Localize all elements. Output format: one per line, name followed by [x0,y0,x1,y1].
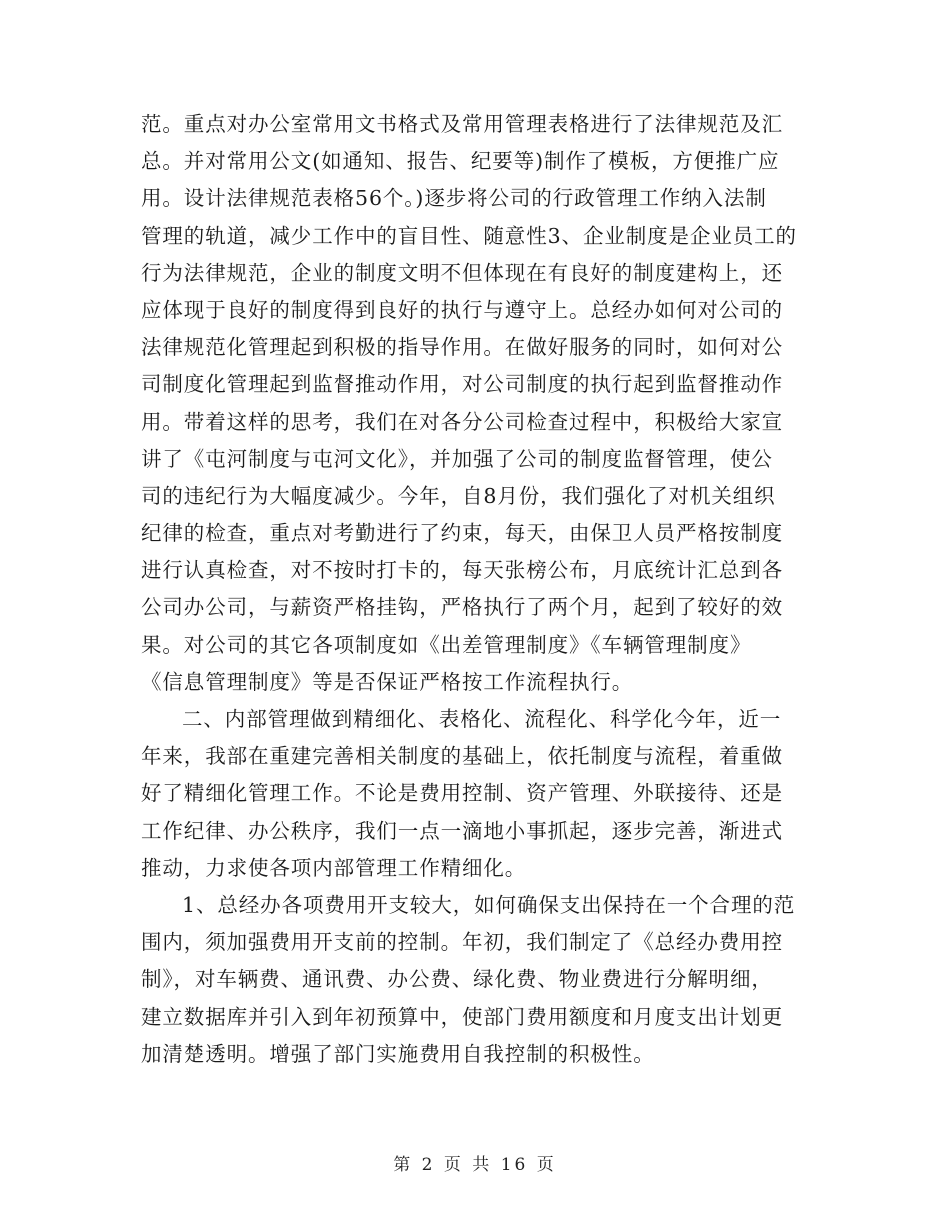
numbered-item-line: 1、总经办各项费用开支较大，如何确保支出保持在一个合理的范 [182,892,796,917]
text-line: 范。重点对办公室常用文书格式及常用管理表格进行了法律规范及汇 [141,112,783,136]
text-line: 总。并对常用公文(如通知、报告、纪要等)制作了模板，方便推广应 [141,149,780,174]
text-line: 应体现于良好的制度得到良好的执行与遵守上。总经办如何对公司的 [141,297,783,322]
text-line: 司制度化管理起到监督推动作用，对公司制度的执行起到监督推动作 [141,372,783,397]
text-line: 加清楚透明。增强了部门实施费用自我控制的积极性。 [141,1041,655,1066]
text-line: 纪律的检查，重点对考勤进行了约束，每天，由保卫人员严格按制度 [141,521,783,546]
text-line: 推动，力求使各项内部管理工作精细化。 [141,855,527,880]
text-line: 年来，我部在重建完善相关制度的基础上，依托制度与流程，着重做 [141,744,783,769]
text-line: 用。设计法律规范表格56个。)逐步将公司的行政管理工作纳入法制 [141,186,767,211]
text-line: 建立数据库并引入到年初预算中，使部门费用额度和月度支出计划更 [141,1004,783,1029]
section-heading-line: 二、内部管理做到精细化、表格化、流程化、科学化今年，近一 [182,707,782,731]
text-line: 讲了《屯河制度与屯河文化》，并加强了公司的制度监督管理，使公 [141,446,773,471]
text-line: 用。带着这样的思考，我们在对各分公司检查过程中，积极给大家宣 [141,409,783,434]
text-line: 管理的轨道，减少工作中的盲目性、随意性3、企业制度是企业员工的 [141,223,797,248]
document-body [141,106,811,1073]
text-line: 《信息管理制度》等是否保证严格按工作流程执行。 [141,669,634,694]
text-line: 公司办公司，与薪资严格挂钩，严格执行了两个月，起到了较好的效 [141,595,783,620]
text-line: 司的违纪行为大幅度减少。今年，自8月份，我们强化了对机关组织 [141,483,776,508]
text-line: 围内，须加强费用开支前的控制。年初，我们制定了《总经办费用控 [141,930,783,955]
text-line: 行为法律规范，企业的制度文明不但体现在有良好的制度建构上，还 [141,260,783,285]
text-line: 工作纪律、办公秩序，我们一点一滴地小事抓起，逐步完善，渐进式 [141,818,783,843]
text-line: 果。对公司的其它各项制度如《出差管理制度》《车辆管理制度》 [141,632,752,657]
page-number-footer: 第 2 页 共 16 页 [393,1155,557,1175]
text-line: 法律规范化管理起到积极的指导作用。在做好服务的同时，如何对公 [141,335,783,360]
text-line: 好了精细化管理工作。不论是费用控制、资产管理、外联接待、还是 [141,781,783,806]
text-line: 进行认真检查，对不按时打卡的，每天张榜公布，月底统计汇总到各 [141,558,783,583]
text-line: 制》，对车辆费、通讯费、办公费、绿化费、物业费进行分解明细， [141,967,773,992]
